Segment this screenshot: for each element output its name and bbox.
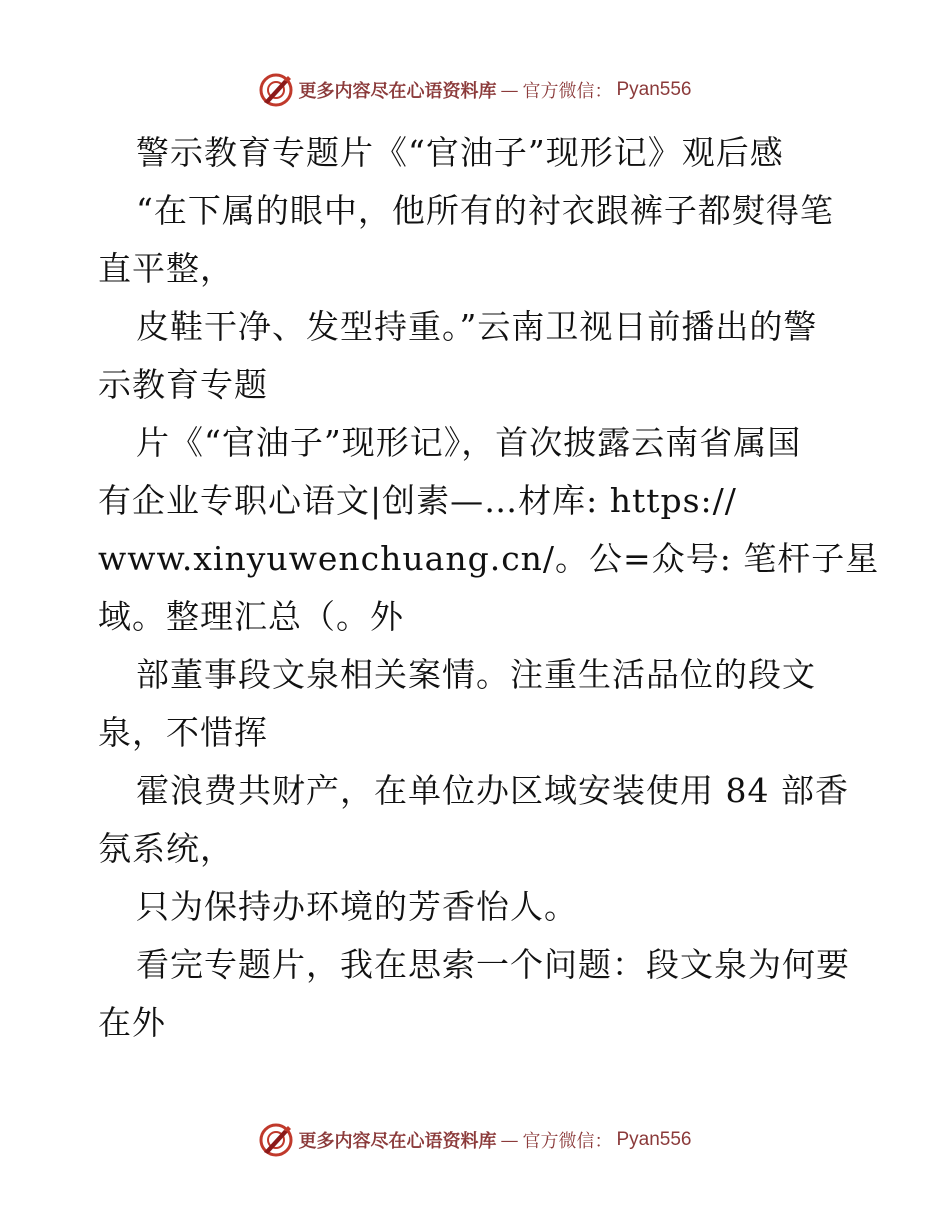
header-banner-text: 更多内容尽在心语资料库 [298,81,497,102]
paragraph-line: 片《“官油子”现形记》，首次披露云南省属国 [136,423,802,462]
paragraph-line: “在下属的眼中，他所有的衬衣跟裤子都熨得笔 [136,191,834,230]
footer-wechat-label: 官方微信： [522,1131,613,1152]
header-wechat-id: Pyan556 [616,79,692,100]
paragraph-line: 皮鞋干净、发型持重。”云南卫视日前播出的警 [136,307,818,346]
paragraph-line: 看完专题片，我在思索一个问题：段文泉为何要 [136,945,850,984]
paragraph-line: 氛系统， [98,829,234,868]
header-wechat-label: 官方微信： [522,81,613,102]
paragraph-line: 只为保持办环境的芳香怡人。 [136,887,578,926]
footer-banner [0,1120,950,1160]
paragraph-line: 泉，不惜挥 [98,713,268,752]
pen-logo-icon [258,72,294,108]
paragraph-line: www.xinyuwenchuang.cn/。公=众号: 笔杆子星 [98,539,880,578]
header-banner [0,70,950,110]
footer-banner-text: 更多内容尽在心语资料库 [298,1131,497,1152]
paragraph-line: 霍浪费共财产，在单位办区域安装使用 84 部香 [136,771,849,810]
paragraph-line: 示教育专题 [98,365,268,404]
footer-banner-inner [258,1122,691,1158]
pen-logo-icon [258,1122,294,1158]
paragraph-line: 域。整理汇总（。外 [98,597,404,636]
footer-banner-separator: — [500,1129,519,1151]
paragraph-line: 部董事段文泉相关案情。注重生活品位的段文 [136,655,816,694]
header-banner-inner [258,72,691,108]
document-title: 警示教育专题片《“官油子”现形记》观后感 [136,133,784,172]
document-body [98,124,880,1052]
paragraph-line: 直平整， [98,249,234,288]
paragraph-line: 有企业专职心语文|创素—…材库: https:// [98,481,737,520]
paragraph-line: 在外 [98,1003,166,1042]
header-banner-separator: — [500,79,519,101]
footer-wechat-id: Pyan556 [616,1129,692,1150]
